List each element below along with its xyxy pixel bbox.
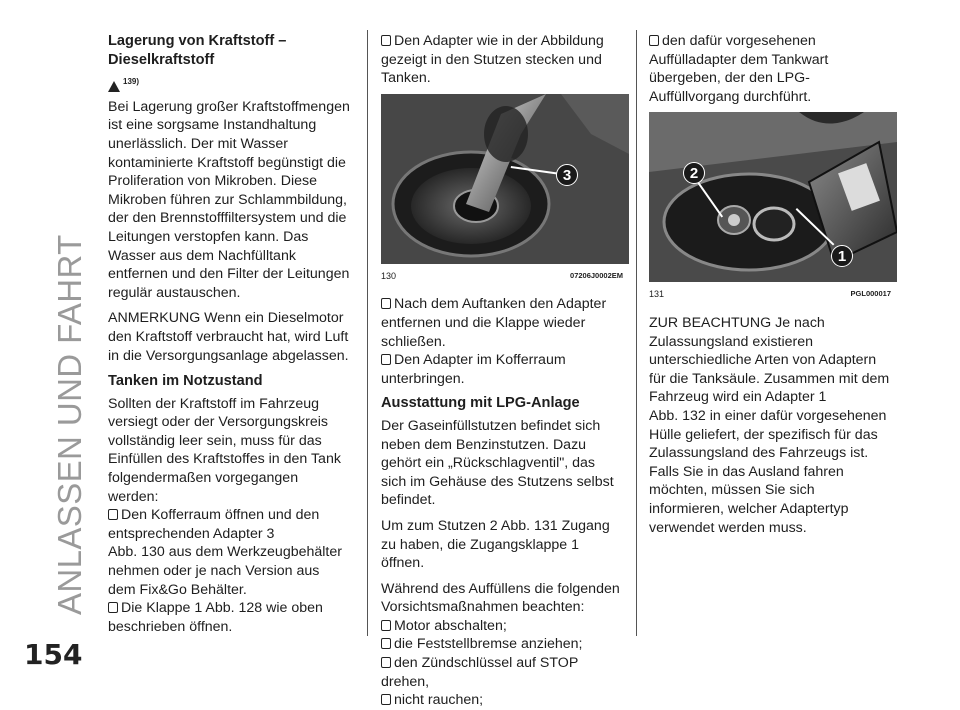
figure-number: 131: [649, 289, 665, 300]
column-1: [108, 32, 350, 636]
heading-diesel-storage: Lagerung von Kraftstoff – Dieselkraftstoff: [108, 33, 287, 68]
checkbox-bullet-icon: [381, 638, 391, 649]
bullet-text: den dafür vorgesehenen Auffülladapter dem Tankwart übergeben, der den LPG-Auffüllvorgang durchführt.: [649, 33, 829, 105]
checkbox-bullet-icon: [649, 35, 659, 46]
checkbox-bullet-icon: [381, 620, 391, 631]
page-number: 154: [24, 638, 83, 671]
figure-130-caption: [381, 267, 623, 286]
figure-131-caption: [649, 285, 891, 304]
bullet-item: [381, 635, 623, 654]
checkbox-bullet-icon: [108, 602, 118, 613]
column-divider-2: [636, 30, 637, 636]
bullet-text: nicht rauchen;: [394, 692, 484, 709]
column-2: [381, 32, 623, 710]
paragraph-emergency: Sollten der Kraftstoff im Fahrzeug versiegt oder der Versorgungskreis vollständig leer sein, muss für das Einfüllen des Kraftstoffes in den Tank folgendermaßen vorgegangen werden:: [108, 395, 341, 505]
paragraph-note-adapter: ZUR BEACHTUNG Je nach Zulassungsland existieren unterschiedliche Arten von Adaptern für die Tanksäule. Zusammen mit dem Fahrzeug wird ein Adapter 1: [649, 314, 890, 406]
bullet-text: Die Klappe 1 Abb. 128 wie oben beschrieben öffnen.: [108, 600, 323, 635]
paragraph-lpg-location: Der Gaseinfüllstutzen befindet sich neben dem Benzinstutzen. Dazu gehört ein „Rückschlagventil", das sich im Gehäuse des Stutzens selbst befindet.: [381, 417, 614, 509]
bullet-text: Den Kofferraum öffnen und den entsprechenden Adapter 3: [108, 507, 320, 542]
callout-2: 2: [683, 162, 705, 184]
bullet-item: [381, 691, 623, 710]
bullet-text: die Feststellbremse anziehen;: [394, 636, 583, 653]
bullet-continuation: Abb. 130 aus dem Werkzeugbehälter nehmen oder je nach Version aus dem Fix&Go Behälter.: [108, 544, 342, 598]
callout-3: 3: [556, 164, 578, 186]
figure-code: 07206J0002EM: [570, 270, 623, 280]
warning-ref-number: 139): [123, 77, 140, 87]
bullet-item: [381, 32, 623, 88]
warning-reference: [108, 73, 350, 92]
bullet-item: [649, 32, 891, 106]
lpg-filler-illustration: [649, 112, 897, 282]
bullet-text: den Zündschlüssel auf STOP drehen,: [381, 655, 579, 690]
bullet-text: Motor abschalten;: [394, 617, 507, 634]
callout-1: 1: [831, 245, 853, 267]
figure-number: 130: [381, 270, 397, 281]
paragraph-note-diesel: ANMERKUNG Wenn ein Dieselmotor den Kraftstoff verbraucht hat, wird Luft in die Versorgungsanlage abgelassen.: [108, 310, 349, 364]
heading-emergency-fuel: Tanken im Notzustand: [108, 373, 263, 390]
bullet-item: [381, 654, 623, 691]
checkbox-bullet-icon: [381, 298, 391, 309]
bullet-text: Den Adapter wie in der Abbildung gezeigt in den Stutzen stecken und Tanken.: [381, 33, 604, 87]
paragraph-precautions: Während des Auffüllens die folgenden Vorsichtsmaßnahmen beachten:: [381, 580, 620, 616]
checkbox-bullet-icon: [381, 35, 391, 46]
warning-triangle-icon: [108, 81, 120, 92]
column-3: [649, 32, 891, 537]
column-divider-1: [367, 30, 368, 636]
bullet-item: [381, 295, 623, 351]
figure-code: PGL000017: [850, 289, 891, 299]
bullet-text: Nach dem Auftanken den Adapter entfernen und die Klappe wieder schließen.: [381, 296, 607, 350]
bullet-item: [108, 506, 350, 543]
paragraph-storage: Bei Lagerung großer Kraftstoffmengen ist eine sorgsame Instandhaltung unerlässlich. Der mit Wasser kontaminierte Kraftstoff begünstigt die Proliferation von Mikroben. Diese Mikroben führen zur Schlammbildung, der den Brennstofffiltersystem und die Leitungen verstopfen kann. Das Wasser aus dem Nachfülltank entfernen und den Filter der Leitungen regulär austauschen.: [108, 98, 350, 301]
checkbox-bullet-icon: [381, 694, 391, 705]
figure-131-image: [649, 112, 897, 282]
section-title: ANLASSEN UND FAHRT: [51, 234, 88, 615]
section-sidebar: [50, 25, 90, 625]
fuel-adapter-illustration: [381, 94, 629, 264]
paragraph-lpg-access: Um zum Stutzen 2 Abb. 131 Zugang zu haben, die Zugangsklappe 1 öffnen.: [381, 517, 610, 572]
heading-lpg: Ausstattung mit LPG-Anlage: [381, 395, 580, 412]
bullet-item: [108, 599, 350, 636]
checkbox-bullet-icon: [108, 509, 118, 520]
paragraph-note-adapter-cont: Abb. 132 in einer dafür vorgesehenen Hülle geliefert, der spezifisch für das Zulassungsland des Fahrzeugs ist. Falls Sie in das Ausland fahren möchten, müssen Sie sich informieren, welcher Adaptertyp verwendet werden muss.: [649, 407, 887, 536]
figure-130-image: [381, 94, 629, 264]
checkbox-bullet-icon: [381, 354, 391, 365]
checkbox-bullet-icon: [381, 657, 391, 668]
bullet-item: [381, 351, 623, 388]
bullet-text: Den Adapter im Kofferraum unterbringen.: [381, 352, 566, 387]
bullet-item: [381, 617, 623, 636]
